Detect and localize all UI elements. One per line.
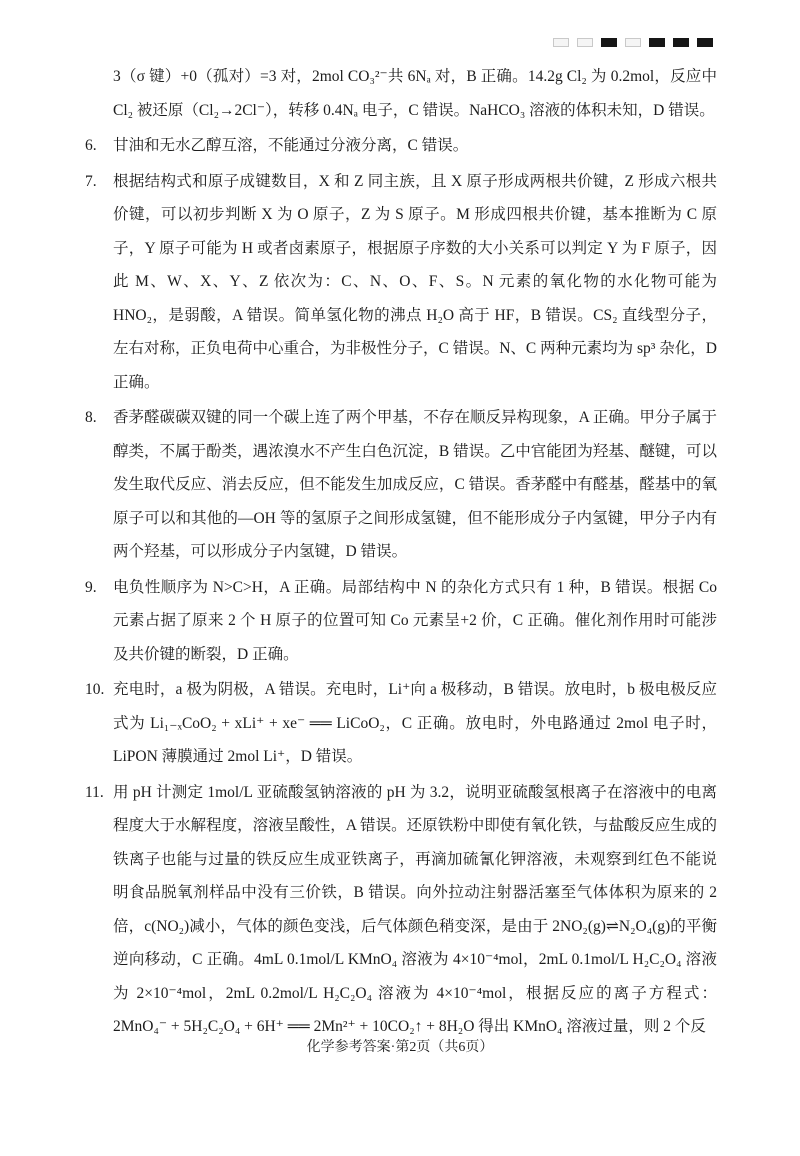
- item-number: 11.: [85, 783, 104, 801]
- item-text: 电负性顺序为 N>C>H，A 正确。局部结构中 N 的杂化方式只有 1 种，B 错误。根据 Co 元素占据了原来 2 个 H 原子的位置可知 Co 元素呈+2 价，C 正确。催化剂作用时可能涉及共价键的断裂，D 正确。: [113, 578, 717, 663]
- item-number: 9.: [85, 578, 97, 596]
- answer-item-10: [85, 673, 717, 774]
- item-number: [85, 60, 113, 127]
- answer-item-9: [85, 571, 717, 672]
- item-text: 香茅醛碳碳双键的同一个碳上连了两个甲基，不存在顺反异构现象，A 正确。甲分子属于醇类，不属于酚类，遇浓溴水不产生白色沉淀，B 错误。乙中官能团为羟基、醚键，可以发生取代反应、消去反应，但不能发生加成反应，C 错误。香茅醛中有醛基，醛基中的氧原子可以和其他的—OH 等的氢原子之间形成氢键，但不能形成分子内氢键，甲分子内有两个羟基，可以形成分子内氢键，D 错误。: [113, 409, 717, 560]
- item-number: 8.: [85, 409, 97, 426]
- registration-mark: [649, 38, 665, 47]
- answer-paragraph-continuation: [85, 60, 717, 127]
- registration-mark: [697, 38, 713, 47]
- registration-mark: [577, 38, 593, 47]
- answer-item-7: [85, 165, 717, 400]
- registration-mark: [625, 38, 641, 47]
- registration-marks: [553, 38, 713, 47]
- item-text: 根据结构式和原子成键数目，X 和 Z 同主族，且 X 原子形成两根共价键，Z 形成六根共价键，可以初步判断 X 为 O 原子，Z 为 S 原子。M 形成四根共价键，基本推断为 C 原子，Y 原子可能为 H 或者卤素原子，根据原子序数的大小关系可以判定 Y 为 F 原子，因此 M、W、X、Y、Z 依次为：C、N、O、F、S。N 元素的氧化物的水化物可能为 HNO₂，是弱酸，A 错误。简单氢化物的沸点 H₂O 高于 HF，B 错误。CS₂ 直线型分子，左右对称，正负电荷中心重合，为非极性分子，C 错误。N、C 两种元素均为 sp³ 杂化，D 正确。: [113, 172, 717, 391]
- page-footer: 化学参考答案·第2页（共6页）: [306, 1040, 494, 1055]
- item-text: 充电时，a 极为阴极，A 错误。充电时，Li⁺向 a 极移动，B 错误。放电时，b 极电极反应式为 Li₁₋ₓCoO₂ + xLi⁺ + xe⁻ ══ LiCoO₂，C 正确。放电时，外电路通过 2mol 电子时，LiPON 薄膜通过 2mol Li⁺，D 错误。: [113, 681, 717, 765]
- item-number: 6.: [85, 137, 97, 154]
- item-text: 甘油和无水乙醇互溶，不能通过分液分离，C 错误。: [113, 137, 469, 154]
- registration-mark: [673, 38, 689, 47]
- answer-item-8: [85, 401, 717, 569]
- item-text: 3（σ 键）+0（孤对）=3 对，2mol CO₃²⁻共 6Nₐ 对，B 正确。14.2g Cl₂ 为 0.2mol，反应中 Cl₂ 被还原（Cl₂→2Cl⁻），转移 0.4Nₐ 电子，C 错误。NaHCO₃ 溶液的体积未知，D 错误。: [113, 68, 717, 119]
- item-number: 7.: [85, 172, 97, 190]
- answer-item-11: [85, 776, 717, 1044]
- registration-mark: [553, 38, 569, 47]
- item-number: 10.: [85, 681, 105, 698]
- item-text: 用 pH 计测定 1mol/L 亚硫酸氢钠溶液的 pH 为 3.2，说明亚硫酸氢根离子在溶液中的电离程度大于水解程度，溶液呈酸性，A 错误。还原铁粉中即使有氧化铁，与盐酸反应生成的铁离子也能与过量的铁反应生成亚铁离子，再滴加硫氰化钾溶液，未观察到红色不能说明食品脱氧剂样品中没有三价铁，B 错误。向外拉动注射器活塞至气体体积为原来的 2 倍，c(NO₂)减小，气体的颜色变浅，后气体颜色稍变深，是由于 2NO₂(g)⇌N₂O₄(g)的平衡逆向移动，C 正确。4mL 0.1mol/L KMnO₄ 溶液为 4×10⁻⁴mol，2mL 0.1mol/L H₂C₂O₄ 溶液为 2×10⁻⁴mol，2mL 0.2mol/L H₂C₂O₄ 溶液为 4×10⁻⁴mol，根据反应的离子方程式：2MnO₄⁻ + 5H₂C₂O₄ + 6H⁺ ══ 2Mn²⁺ + 10CO₂↑ + 8H₂O 得出 KMnO₄ 溶液过量，则 2 个反: [113, 783, 717, 1035]
- answer-item-6: [85, 129, 717, 163]
- registration-mark: [601, 38, 617, 47]
- answer-content: [85, 60, 717, 1046]
